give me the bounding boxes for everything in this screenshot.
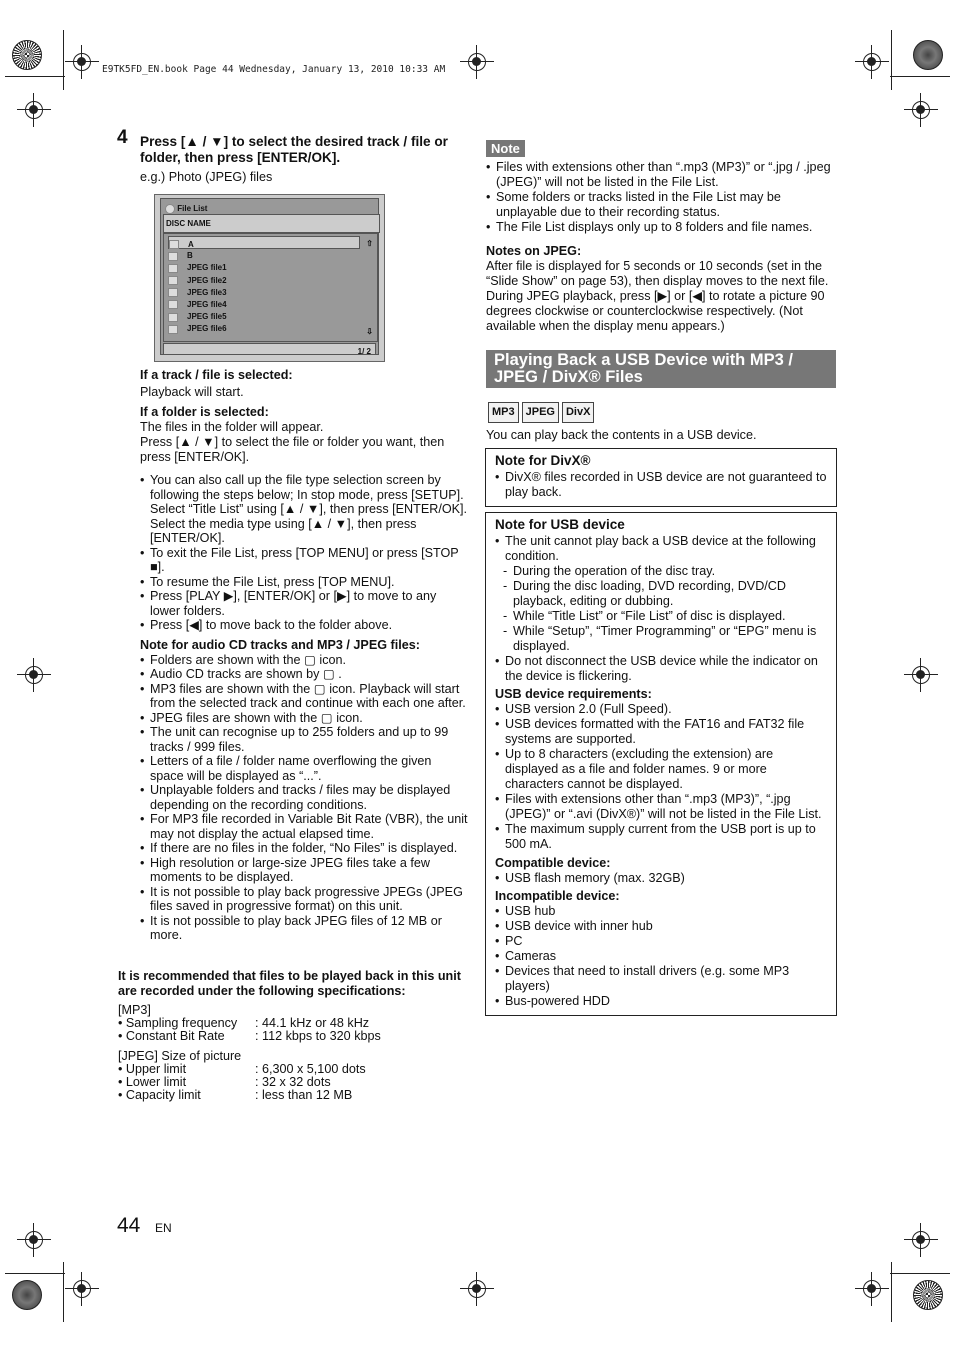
usb-section-title: Playing Back a USB Device with MP3 / JPEG / DivX® Files <box>486 350 836 388</box>
registration-disc-icon <box>12 1280 42 1310</box>
page-indicator: 1/ 2 <box>357 347 371 356</box>
usb-note-item: • Do not disconnect the USB device while the indicator on the device is flickering. <box>495 654 828 684</box>
incompat-heading: Incompatible device: <box>495 889 620 903</box>
audio-note-item: • Folders are shown with the ▢ icon. <box>140 653 468 668</box>
crosshair-icon <box>71 1278 93 1300</box>
spec-value: : 6,300 x 5,100 dots <box>255 1062 366 1076</box>
jpeg-label: [JPEG] Size of picture <box>118 1049 242 1063</box>
file-list-screen <box>154 194 385 362</box>
audio-note-item: • The unit can recognise up to 255 folders and up to 99 tracks / 999 files. <box>140 725 468 754</box>
spec-label: • Upper limit <box>118 1062 187 1076</box>
bullet-item: • To resume the File List, press [TOP MENU]. <box>140 575 468 590</box>
mp3-label: [MP3] <box>118 1003 151 1017</box>
crosshair-icon <box>23 1229 45 1251</box>
file-list-row[interactable] <box>168 260 358 271</box>
crosshair-icon <box>910 1229 932 1251</box>
usb-condition-item: - During the disc loading, DVD recording, DVD/CD playback, editing or dubbing. <box>503 579 828 609</box>
file-list-row-label: JPEG file4 <box>187 300 227 309</box>
spec-value: : 32 x 32 dots <box>255 1075 331 1089</box>
file-list-row[interactable] <box>168 309 358 320</box>
usb-note-item: • The unit cannot play back a USB device at the following condition. <box>495 534 828 564</box>
file-list-row[interactable] <box>168 285 358 296</box>
compat-heading: Compatible device: <box>495 856 611 870</box>
recommend-heading: It is recommended that files to be played back in this unit are recorded under the following specifications: <box>118 969 461 998</box>
folder-selected-line2: Press [▲ / ▼] to select the file or folder you want, then press [ENTER/OK]. <box>140 435 445 464</box>
track-selected-block <box>140 368 470 465</box>
note-item: • The File List displays only up to 8 folders and file names. <box>486 220 831 235</box>
note-list <box>486 160 831 235</box>
left-bullets <box>140 473 468 633</box>
crosshair-icon <box>71 51 93 73</box>
audio-note-heading: Note for audio CD tracks and MP3 / JPEG files: <box>140 638 420 652</box>
usb-intro: You can play back the contents in a USB device. <box>486 428 757 442</box>
incompatible-device-item: • USB device with inner hub <box>495 919 828 934</box>
divx-note-title: Note for DivX® <box>495 453 591 468</box>
file-list-row[interactable] <box>168 297 358 308</box>
crosshair-icon <box>910 664 932 686</box>
file-list-row[interactable] <box>168 236 360 249</box>
spec-row <box>118 1089 366 1102</box>
format-badges <box>488 402 597 423</box>
page-number: 44 <box>117 1214 141 1237</box>
file-list-row-label: JPEG file1 <box>187 263 227 273</box>
spec-label: • Lower limit <box>118 1075 187 1089</box>
crosshair-icon <box>861 51 883 73</box>
file-list-box <box>163 233 378 342</box>
jpeg-file-icon <box>168 276 178 285</box>
usb-requirement-item: • Up to 8 characters (excluding the extension) are displayed as a file and folder names. 9 or more characters cannot be displayed. <box>495 747 828 792</box>
bullet-item: • You can also call up the file type selection screen by following the steps below; In stop mode, press [SETUP]. Select “Title List” using [▲ / ▼], then press [ENTER/OK]. Select the media type using [▲ / ▼], then press [ENTER/OK]. <box>140 473 468 546</box>
bullet-item: • Press [PLAY ▶], [ENTER/OK] or [▶] to move to any lower folders. <box>140 589 468 618</box>
audio-note-item: • If there are no files in the folder, “No Files” is displayed. <box>140 841 468 856</box>
format-badge: DivX <box>562 402 594 423</box>
jpeg-notes <box>486 244 836 334</box>
spec-label: • Capacity limit <box>118 1088 201 1102</box>
audio-note-item: • MP3 files are shown with the ▢ icon. Playback will start from the selected track and continue with each one after. <box>140 682 468 711</box>
audio-note-item: • Unplayable folders and tracks / files may be displayed depending on the recording conditions. <box>140 783 468 812</box>
crosshair-icon <box>23 664 45 686</box>
track-selected-heading: If a track / file is selected: <box>140 368 293 382</box>
crosshair-icon <box>910 99 932 121</box>
note-tag: Note <box>486 140 525 157</box>
file-list-row-label: JPEG file2 <box>187 275 227 285</box>
registration-disc-icon <box>913 1280 943 1310</box>
usb-requirement-item: • The maximum supply current from the USB port is up to 500 mA. <box>495 822 828 852</box>
spec-block <box>118 1004 473 1102</box>
usb-condition-item: - While “Setup”, “Timer Programming” or “EPG” menu is displayed. <box>503 624 828 654</box>
incompatible-device-item: • USB hub <box>495 904 828 919</box>
audio-note-item: • Audio CD tracks are shown by ▢ . <box>140 667 468 682</box>
file-list-row-label: JPEG file3 <box>187 287 227 297</box>
audio-note-item: • For MP3 file recorded in Variable Bit Rate (VBR), the unit may not display the actual elapsed time. <box>140 812 468 841</box>
file-list-row-label: JPEG file6 <box>187 324 227 334</box>
scroll-down-icon[interactable]: ⇩ <box>366 327 373 336</box>
spec-value: : 112 kbps to 320 kbps <box>255 1029 381 1043</box>
jpeg-file-icon <box>168 325 178 334</box>
spec-row <box>118 1030 381 1043</box>
usb-requirement-item: • USB devices formatted with the FAT16 and FAT32 file systems are supported. <box>495 717 828 747</box>
audio-note-item: • Letters of a file / folder name overflowing the given space will be displayed as “...”. <box>140 754 468 783</box>
file-list-row-label: A <box>188 240 194 249</box>
track-selected-text: Playback will start. <box>140 385 244 399</box>
file-list-row[interactable] <box>168 273 358 284</box>
disc-icon <box>165 204 175 214</box>
spec-label: • Constant Bit Rate <box>118 1029 225 1043</box>
audio-note <box>140 638 468 943</box>
file-list-panel <box>160 198 379 355</box>
jpeg-notes-heading: Notes on JPEG: <box>486 244 582 258</box>
format-badge: JPEG <box>522 402 559 423</box>
usb-note-title: Note for USB device <box>495 517 625 532</box>
folder-selected-line1: The files in the folder will appear. <box>140 420 324 434</box>
jpeg-file-icon <box>168 300 178 309</box>
bullet-item: • Press [◀] to move back to the folder above. <box>140 618 468 633</box>
audio-note-item: • High resolution or large-size JPEG files take a few moments to be displayed. <box>140 856 468 885</box>
file-list-row-label: B <box>187 251 193 261</box>
usb-condition-item: - While “Title List” or “File List” of disc is displayed. <box>503 609 828 624</box>
audio-note-item: • It is not possible to play back progressive JPEGs (JPEG files saved in progressive format) on this unit. <box>140 885 468 914</box>
incompatible-device-item: • Bus-powered HDD <box>495 994 828 1009</box>
jpeg-file-icon <box>168 264 178 273</box>
incompatible-device-item: • Cameras <box>495 949 828 964</box>
incompatible-device-item: • PC <box>495 934 828 949</box>
folder-icon <box>168 252 178 261</box>
mp3-spec-table <box>118 1017 381 1043</box>
step-instruction: Press [▲ / ▼] to select the desired track / file or folder, then press [ENTER/OK]. <box>140 134 448 165</box>
crosshair-icon <box>23 99 45 121</box>
registration-disc-icon <box>12 40 42 70</box>
usb-note-box <box>485 512 837 1016</box>
scroll-up-icon[interactable]: ⇧ <box>366 239 373 248</box>
crosshair-icon <box>466 1278 488 1300</box>
file-list-title: File List <box>165 201 207 216</box>
step-example: e.g.) Photo (JPEG) files <box>140 170 273 184</box>
bullet-item: • To exit the File List, press [TOP MENU] or press [STOP ■]. <box>140 546 468 575</box>
audio-note-item: • It is not possible to play back JPEG files of 12 MB or more. <box>140 914 468 943</box>
crosshair-icon <box>861 1278 883 1300</box>
jpeg-file-icon <box>168 288 178 297</box>
step-number: 4 <box>117 127 128 148</box>
folder-selected-heading: If a folder is selected: <box>140 405 269 419</box>
file-list-row-label: JPEG file5 <box>187 312 227 322</box>
spec-label: • Sampling frequency <box>118 1016 238 1030</box>
jpeg-spec-table <box>118 1063 366 1102</box>
disc-name-bar: DISC NAME <box>163 214 380 233</box>
divx-note-box <box>485 448 837 507</box>
note-item: • Some folders or tracks listed in the File List may be unplayable due to their recording status. <box>486 190 831 220</box>
spec-value: : less than 12 MB <box>255 1088 353 1102</box>
language-code: EN <box>155 1221 172 1235</box>
incompatible-device-item: • Devices that need to install drivers (e.g. some MP3 players) <box>495 964 828 994</box>
usb-req-heading: USB device requirements: <box>495 687 652 701</box>
registration-disc-icon <box>913 40 943 70</box>
divx-note-item: • DivX® files recorded in USB device are not guaranteed to play back. <box>495 470 828 500</box>
crosshair-icon <box>466 51 488 73</box>
usb-requirement-item: • USB version 2.0 (Full Speed). <box>495 702 828 717</box>
usb-requirement-item: • Files with extensions other than “.mp3 (MP3)”, “.jpg (JPEG)” or “.avi (DivX®)” will not be listed in the File List. <box>495 792 828 822</box>
jpeg-file-icon <box>168 313 178 322</box>
print-header: E9TK5FD_EN.book Page 44 Wednesday, January 13, 2010 10:33 AM <box>102 64 446 75</box>
page-indicator-bar <box>163 343 376 355</box>
compatible-device-item: • USB flash memory (max. 32GB) <box>495 871 828 886</box>
format-badge: MP3 <box>488 402 519 423</box>
usb-condition-item: - During the operation of the disc tray. <box>503 564 828 579</box>
note-item: • Files with extensions other than “.mp3 (MP3)” or “.jpg / .jpeg (JPEG)” will not be listed in the File List. <box>486 160 831 190</box>
file-list-row[interactable] <box>168 321 358 332</box>
jpeg-notes-text: After file is displayed for 5 seconds or 10 seconds (set in the “Slide Show” on page 53), then display moves to the next file. During JPEG playback, press [▶] or [◀] to rotate a picture 90 degrees clockwise or counterclockwise respectively. (Not available when the display menu appears.) <box>486 259 829 333</box>
file-list-row[interactable] <box>168 248 358 259</box>
audio-note-item: • JPEG files are shown with the ▢ icon. <box>140 711 468 726</box>
spec-value: : 44.1 kHz or 48 kHz <box>255 1016 370 1030</box>
